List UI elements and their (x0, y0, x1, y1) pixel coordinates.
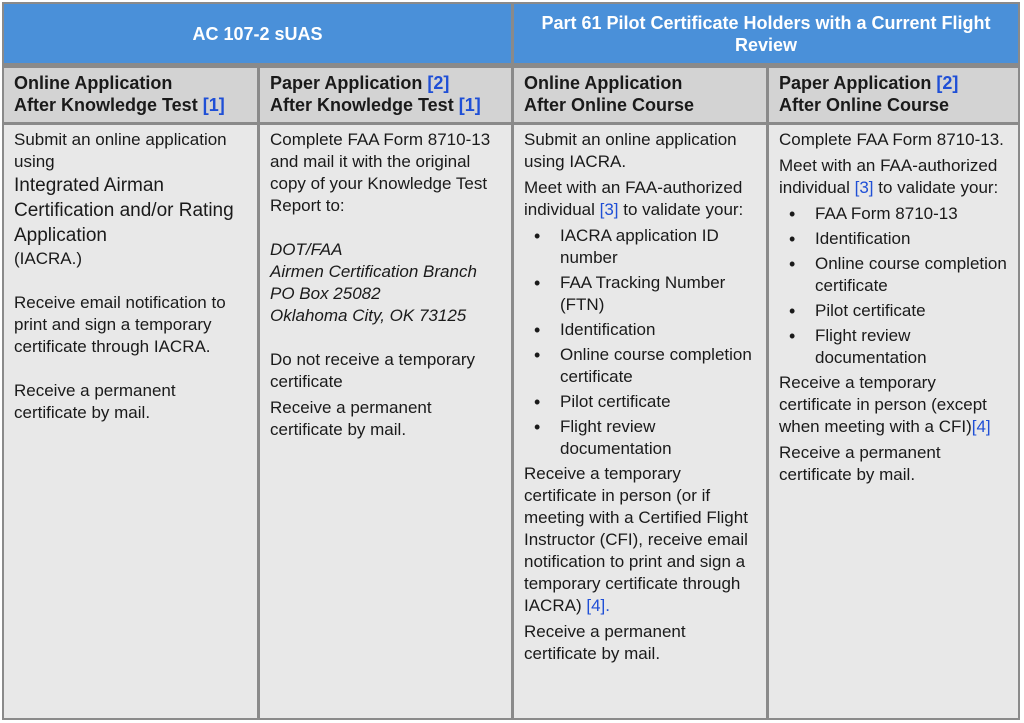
footnote-link-1[interactable]: [1] (458, 95, 481, 115)
footnote-link-2[interactable]: [2] (936, 73, 959, 93)
instruction-text: Complete FAA Form 8710-13. (779, 130, 1004, 149)
column-head-online-after-test (4, 68, 257, 122)
header-left-title: AC 107-2 sUAS (192, 23, 323, 44)
footnote-link-2[interactable]: [2] (427, 73, 450, 93)
footnote-link-4[interactable]: [4] (971, 417, 991, 436)
validation-list (779, 203, 1008, 369)
list-item: • Flight review documentation (815, 325, 1008, 369)
list-item: • Pilot certificate (560, 391, 756, 413)
column-head-line1: Online Application (14, 73, 173, 93)
header-right-title: Part 61 Pilot Certificate Holders with a Current Flight Review (541, 12, 991, 55)
column-head-line2: After Online Course (524, 95, 695, 115)
address-line: Oklahoma City, OK 73125 (270, 306, 467, 325)
footnote-link-4[interactable]: [4]. (586, 596, 610, 615)
column-body-online-after-course (514, 125, 766, 718)
permanent-certificate-text: Receive a permanent certificate by mail. (270, 398, 432, 439)
instruction-text: Submit an online application using IACRA. (524, 130, 737, 171)
column-head-line1: Paper Application [2] (779, 73, 959, 93)
column-body-paper-after-course (769, 125, 1018, 718)
list-item: • Pilot certificate (815, 300, 1008, 322)
column-head-paper-after-course (769, 68, 1018, 122)
list-item: • Identification (815, 228, 1008, 250)
permanent-certificate-text: Receive a permanent certificate by mail. (524, 622, 686, 663)
list-item: • IACRA application ID number (560, 225, 756, 269)
permanent-certificate-text: Receive a permanent certificate by mail. (14, 381, 176, 422)
iacra-abbrev: (IACRA.) (14, 249, 82, 268)
instruction-text: Submit an online application using (14, 130, 227, 171)
column-body-paper-after-test (260, 125, 511, 718)
footnote-link-3[interactable]: [3] (599, 200, 619, 219)
address-line: DOT/FAA (270, 240, 343, 259)
column-body-online-after-test (4, 125, 257, 718)
certification-table (2, 2, 1020, 720)
column-head-paper-after-test (260, 68, 511, 122)
validate-text: Meet with an FAA-authorized individual [3] to validate your: (524, 178, 744, 219)
column-head-line2: After Knowledge Test [1] (14, 95, 225, 115)
list-item: • Flight review documentation (560, 416, 756, 460)
permanent-certificate-text: Receive a permanent certificate by mail. (779, 443, 941, 484)
footnote-link-1[interactable]: [1] (202, 95, 225, 115)
address-line: Airmen Certification Branch (270, 262, 477, 281)
column-head-line2: After Online Course (779, 95, 950, 115)
list-item: • Online course completion certificate (560, 344, 756, 388)
email-notification-text: Receive email notification to print and sign a temporary certificate through IACRA. (14, 293, 226, 356)
header-part-61 (514, 4, 1018, 63)
no-temporary-certificate-text: Do not receive a temporary certificate (270, 350, 476, 391)
column-head-line2: After Knowledge Test [1] (270, 95, 481, 115)
list-item: • Identification (560, 319, 756, 341)
address-line: PO Box 25082 (270, 284, 381, 303)
footnote-link-3[interactable]: [3] (854, 178, 874, 197)
iacra-full-name: Integrated Airman Certification and/or Rating Application (14, 175, 234, 246)
list-item: • Online course completion certificate (815, 253, 1008, 297)
temporary-certificate-text: Receive a temporary certificate in person (except when meeting with a CFI)[4] (779, 373, 991, 436)
column-head-line1: Paper Application [2] (270, 73, 450, 93)
validate-text: Meet with an FAA-authorized individual [3] to validate your: (779, 156, 999, 197)
column-head-line1: Online Application (524, 73, 683, 93)
instruction-text: Complete FAA Form 8710-13 and mail it with the original copy of your Knowledge Test Report to: (270, 130, 491, 215)
validation-list (524, 225, 756, 460)
list-item: • FAA Tracking Number (FTN) (560, 272, 756, 316)
column-head-online-after-course (514, 68, 766, 122)
header-ac-107-2 (4, 4, 511, 63)
list-item: • FAA Form 8710-13 (815, 203, 1008, 225)
temporary-certificate-text: Receive a temporary certificate in person (or if meeting with a Certified Flight Instructor (CFI), receive email notification to print and sign a temporary certificate through IACRA) [4]. (524, 464, 748, 615)
